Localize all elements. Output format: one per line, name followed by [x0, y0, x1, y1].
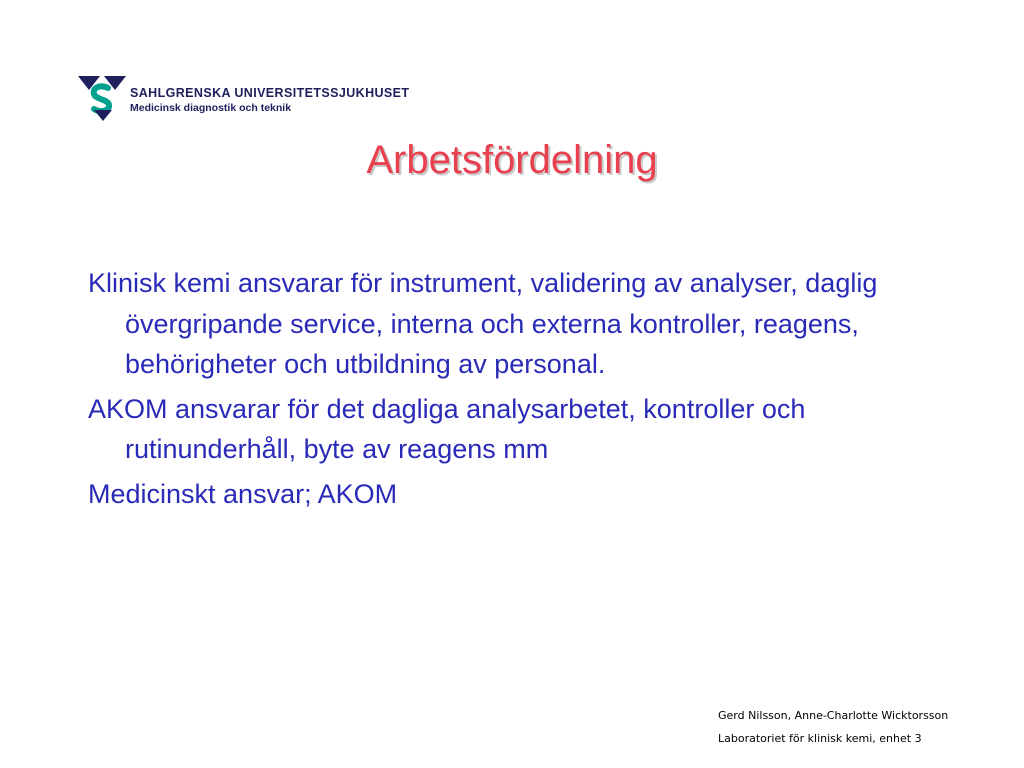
- footer-authors: Gerd Nilsson, Anne-Charlotte Wicktorsson: [718, 709, 949, 722]
- sahlgrenska-logo-icon: [78, 74, 128, 122]
- bullet-item: AKOM ansvarar för det dagliga analysarbetet, kontroller och rutinunderhåll, byte av reagens mm: [88, 393, 806, 464]
- bullet-list: [88, 263, 948, 518]
- organization-name: SAHLGRENSKA UNIVERSITETSSJUKHUSET: [130, 86, 410, 100]
- bullet-item: Medicinskt ansvar; AKOM: [88, 478, 398, 509]
- organization-logo: [78, 74, 438, 122]
- footer-course: Laboratoriet för klinisk kemi, enhet 3: [718, 732, 922, 745]
- footer: [718, 704, 1008, 750]
- slide-title: Arbetsfördelning: [366, 138, 658, 182]
- bullet-item: Klinisk kemi ansvarar för instrument, validering av analyser, daglig övergripande service, interna och externa kontroller, reagens, behörigheter och utbildning av personal.: [88, 268, 878, 379]
- organization-subtitle: Medicinsk diagnostik och teknik: [130, 102, 292, 114]
